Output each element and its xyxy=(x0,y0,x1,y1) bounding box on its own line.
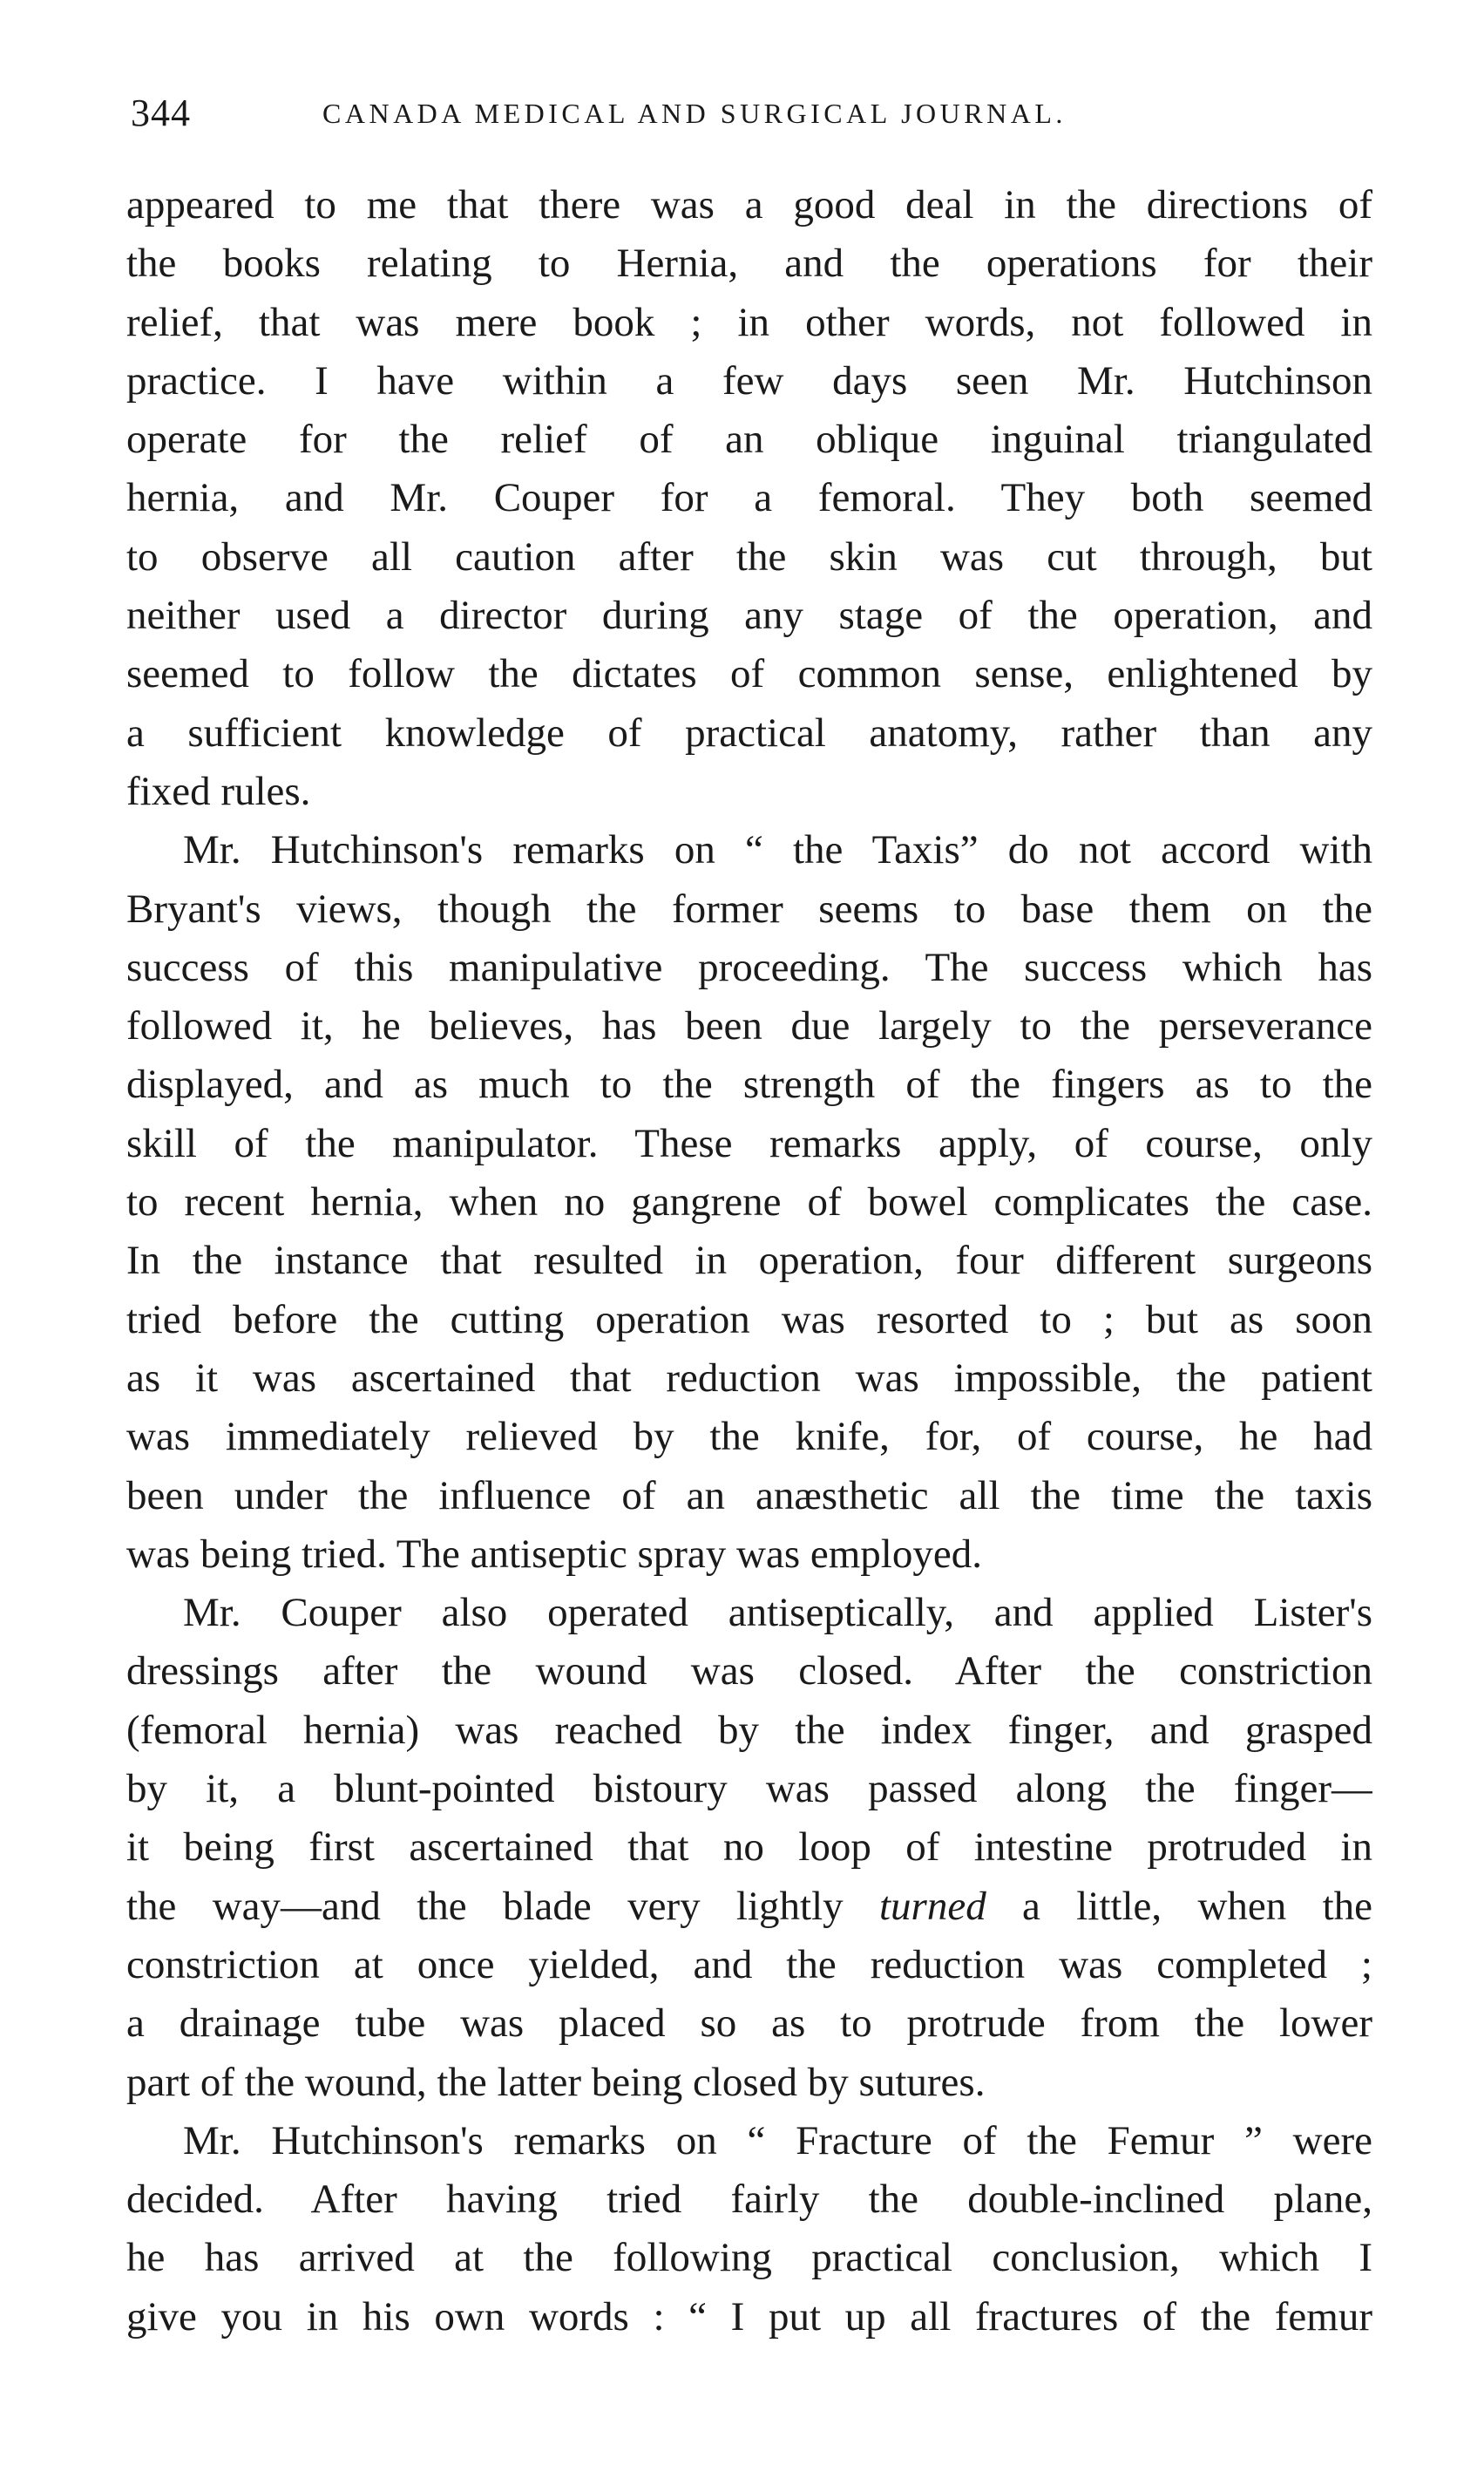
text-line: hernia, and Mr. Couper for a femoral. They both seemed xyxy=(126,475,1372,521)
text-line: fixed rules. xyxy=(126,768,311,814)
paragraph-2 xyxy=(126,821,1372,1584)
text-line: a drainage tube was placed so as to protrude from the lower xyxy=(126,2000,1372,2047)
text-line: was being tried. The antiseptic spray was employed. xyxy=(126,1531,982,1577)
text-line: Bryant's views, though the former seems to base them on the xyxy=(126,886,1372,932)
text-line: decided. After having tried fairly the double-inclined plane, xyxy=(126,2177,1372,2223)
text-fragment: the way—and the blade very lightly xyxy=(126,1883,879,1929)
text-line: success of this manipulative proceeding. The success which has xyxy=(126,944,1372,990)
text-line: relief, that was mere book ; in other words, not followed in xyxy=(126,299,1372,345)
text-line: was immediately relieved by the knife, for, of course, he had xyxy=(126,1414,1372,1460)
text-line: dressings after the wound was closed. After the constriction xyxy=(126,1648,1372,1694)
text-fragment: a little, when the xyxy=(986,1883,1372,1929)
text-line: part of the wound, the latter being closed by sutures. xyxy=(126,2059,986,2105)
text-line: operate for the relief of an oblique inguinal triangulated xyxy=(126,417,1372,463)
text-line: tried before the cutting operation was resorted to ; but as soon xyxy=(126,1296,1372,1342)
text-line: to recent hernia, when no gangrene of bowel complicates the case. xyxy=(126,1179,1372,1226)
paragraph-4 xyxy=(126,2112,1372,2346)
paragraph-1 xyxy=(126,176,1372,821)
text-line: to observe all caution after the skin was cut through, but xyxy=(126,533,1372,580)
text-line: Mr. Hutchinson's remarks on “ the Taxis” do not accord with xyxy=(183,827,1372,873)
text-line: practice. I have within a few days seen Mr. Hutchinson xyxy=(126,357,1372,404)
text-line: by it, a blunt-pointed bistoury was passed along the finger— xyxy=(126,1766,1372,1812)
text-line: been under the influence of an anæsthetic all the time the taxis xyxy=(126,1472,1372,1518)
text-line: In the instance that resulted in operation, four different surgeons xyxy=(126,1238,1372,1284)
page-number: 344 xyxy=(131,92,191,134)
text-line: neither used a director during any stage of the operation, and xyxy=(126,593,1372,639)
text-line: a sufficient knowledge of practical anatomy, rather than any xyxy=(126,710,1372,756)
text-line: (femoral hernia) was reached by the index finger, and grasped xyxy=(126,1707,1372,1753)
text-line: followed it, he believes, has been due largely to the perseverance xyxy=(126,1003,1372,1049)
text-line: it being first ascertained that no loop of intestine protruded in xyxy=(126,1824,1372,1871)
text-line-with-italic xyxy=(126,1878,1372,1936)
running-head xyxy=(131,87,1377,139)
text-line: displayed, and as much to the strength of the fingers as to the xyxy=(126,1062,1372,1108)
italic-word: turned xyxy=(879,1883,986,1929)
text-line: as it was ascertained that reduction was impossible, the patient xyxy=(126,1355,1372,1401)
text-line: the books relating to Hernia, and the operations for their xyxy=(126,241,1372,287)
text-line: give you in his own words : “ I put up all fractures of the femur xyxy=(126,2293,1372,2340)
text-line: constriction at once yielded, and the reduction was completed ; xyxy=(126,1941,1372,1987)
text-line: Mr. Hutchinson's remarks on “ Fracture of the Femur ” were xyxy=(183,2117,1372,2163)
paragraph-3 xyxy=(126,1584,1372,2112)
text-line: seemed to follow the dictates of common sense, enlightened by xyxy=(126,651,1372,697)
article-body xyxy=(126,176,1372,2346)
text-line: Mr. Couper also operated antiseptically, and applied Lister's xyxy=(183,1590,1372,1636)
text-line: he has arrived at the following practical conclusion, which I xyxy=(126,2235,1372,2281)
journal-title: CANADA MEDICAL AND SURGICAL JOURNAL. xyxy=(322,98,1067,129)
text-line: appeared to me that there was a good deal in the directions of xyxy=(126,182,1372,228)
text-line: skill of the manipulator. These remarks apply, of course, only xyxy=(126,1120,1372,1166)
